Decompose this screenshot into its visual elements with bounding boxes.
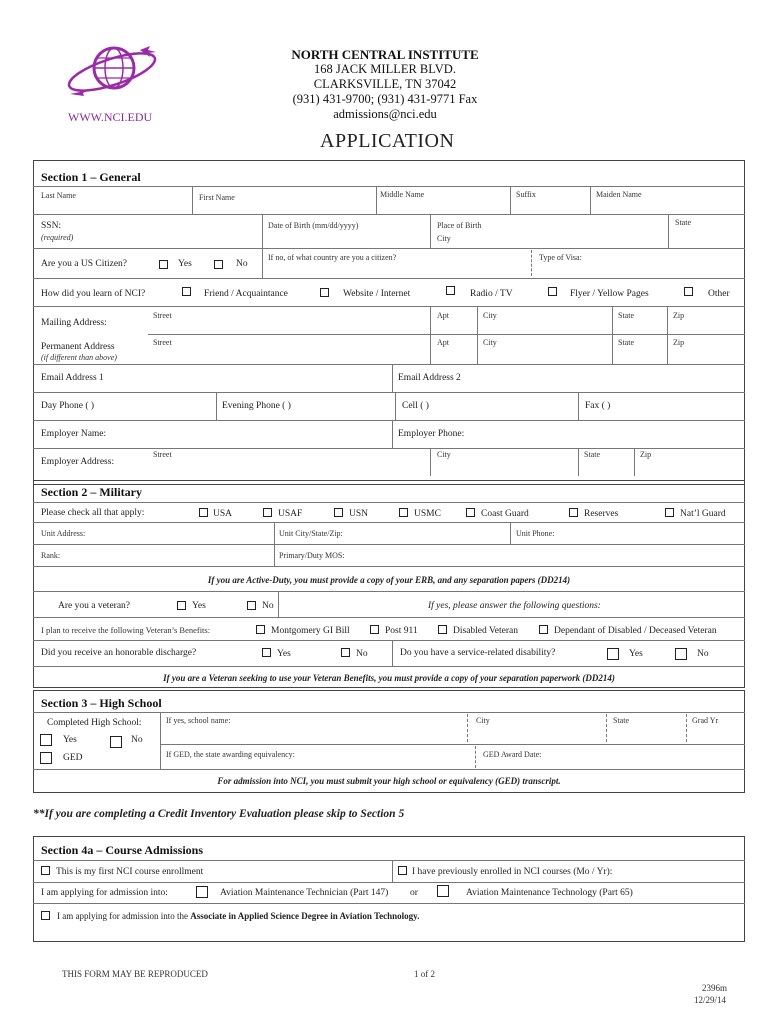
employer-zip-label: Zip (640, 450, 652, 459)
section-4a-title: Section 4a – Course Admissions (41, 843, 204, 857)
discharge-yes-label: Yes (277, 649, 291, 659)
veteran-if-yes-note: If yes, please answer the following questions: (428, 601, 601, 611)
ged-checkbox[interactable] (40, 752, 52, 764)
amt-part65-checkbox[interactable] (437, 885, 449, 897)
school-state-label: State (613, 716, 629, 725)
branch-usa-label: USA (213, 509, 233, 519)
disability-question: Do you have a service-related disability? (400, 648, 556, 658)
visa-type-label: Type of Visa: (539, 253, 582, 262)
disability-no-label: No (697, 649, 709, 659)
ged-state-label: If GED, the state awarding equivalency: (166, 750, 295, 759)
permanent-zip-label: Zip (673, 338, 685, 347)
employer-city-label: City (437, 450, 451, 459)
learn-website-label: Website / Internet (343, 289, 411, 299)
citizen-no-checkbox[interactable] (214, 260, 223, 269)
learn-radio-label: Radio / TV (470, 289, 513, 299)
benefit-post911-checkbox[interactable] (370, 625, 379, 634)
branch-usaf-label: USAF (278, 509, 303, 519)
associate-degree-checkbox[interactable] (41, 911, 50, 920)
completed-hs-label: Completed High School: (47, 718, 142, 728)
permanent-street-label: Street (153, 338, 172, 347)
check-all-label: Please check all that apply: (41, 508, 145, 518)
unit-phone-label: Unit Phone: (516, 529, 555, 538)
institution-name: NORTH CENTRAL INSTITUTE (291, 47, 479, 62)
form-title: APPLICATION (320, 130, 455, 152)
citizen-question: Are you a US Citizen? (41, 259, 128, 269)
first-enrollment-checkbox[interactable] (41, 866, 50, 875)
or-label: or (410, 888, 418, 898)
form-date: 12/29/14 (694, 995, 727, 1005)
header-block (250, 47, 520, 122)
mailing-street-label: Street (153, 311, 172, 320)
learn-flyer-checkbox[interactable] (548, 287, 557, 296)
benefit-disabled-label: Disabled Veteran (453, 626, 518, 636)
branch-natl-guard-label: Nat’l Guard (680, 509, 726, 519)
amt-part147-label: Aviation Maintenance Technician (Part 147) (220, 888, 389, 898)
branch-usmc-label: USMC (414, 509, 441, 519)
benefit-gi-bill-checkbox[interactable] (256, 625, 265, 634)
benefit-gi-bill-label: Montgomery GI Bill (271, 626, 350, 636)
unit-city-label: Unit City/State/Zip: (279, 529, 343, 538)
disability-no-checkbox[interactable] (675, 648, 687, 660)
branch-natl-guard-checkbox[interactable] (665, 508, 674, 517)
skip-note: **If you are completing a Credit Inventory Evaluation please skip to Section 5 (33, 808, 405, 820)
middle-name-label: Middle Name (380, 190, 425, 199)
branch-usn-label: USN (349, 509, 369, 519)
employer-street-label: Street (153, 450, 172, 459)
branch-reserves-checkbox[interactable] (569, 508, 578, 517)
ged-date-label: GED Award Date: (483, 750, 542, 759)
last-name-label: Last Name (41, 191, 76, 200)
learn-question: How did you learn of NCI? (41, 289, 146, 299)
learn-other-label: Other (708, 289, 730, 299)
day-phone-label: Day Phone ( ) (41, 401, 95, 411)
globe-plane-icon (62, 38, 162, 106)
birth-state-label: State (675, 218, 691, 227)
veteran-paperwork-note: If you are a Veteran seeking to use your Veteran Benefits, you must provide a copy of your separation paperwork (DD214) (163, 673, 615, 683)
mailing-city-label: City (483, 311, 497, 320)
benefit-post911-label: Post 911 (385, 626, 418, 636)
veteran-no-checkbox[interactable] (247, 601, 256, 610)
first-enrollment-label: This is my first NCI course enrollment (56, 867, 204, 877)
page-number: 1 of 2 (414, 969, 435, 979)
branch-reserves-label: Reserves (584, 509, 619, 519)
permanent-city-label: City (483, 338, 497, 347)
benefits-label: I plan to receive the following Veteran’s Benefits: (41, 625, 211, 635)
employer-state-label: State (584, 450, 600, 459)
website-link[interactable]: WWW.NCI.EDU (68, 110, 153, 124)
branch-usmc-checkbox[interactable] (399, 508, 408, 517)
school-name-label: If yes, school name: (166, 716, 231, 725)
school-city-label: City (476, 716, 490, 725)
employer-address-label: Employer Address: (41, 457, 115, 467)
veteran-question: Are you a veteran? (58, 601, 131, 611)
form-number: 2396m (702, 983, 728, 993)
ssn-label: SSN: (41, 221, 62, 231)
associate-prefix-text: I am applying for admission into the (57, 911, 188, 921)
active-duty-note: If you are Active-Duty, you must provide a copy of your ERB, and any separation papers (DD214) (207, 575, 571, 585)
section-3-title: Section 3 – High School (41, 696, 162, 710)
mos-label: Primary/Duty MOS: (279, 551, 345, 560)
grad-year-label: Grad Yr (692, 716, 719, 725)
learn-other-checkbox[interactable] (684, 287, 693, 296)
branch-usaf-checkbox[interactable] (263, 508, 272, 517)
veteran-yes-checkbox[interactable] (177, 601, 186, 610)
discharge-question: Did you receive an honorable discharge? (41, 648, 197, 658)
previous-enrollment-label: I have previously enrolled in NCI courses (Mo / Yr): (412, 867, 613, 877)
benefit-disabled-checkbox[interactable] (438, 625, 447, 634)
hs-yes-checkbox[interactable] (40, 734, 52, 746)
previous-enrollment-checkbox[interactable] (398, 866, 407, 875)
dob-label: Date of Birth (mm/dd/yyyy) (268, 221, 359, 230)
learn-friend-label: Friend / Acquaintance (204, 289, 288, 299)
branch-usn-checkbox[interactable] (334, 508, 343, 517)
hs-no-checkbox[interactable] (110, 736, 122, 748)
suffix-label: Suffix (516, 190, 536, 199)
learn-website-checkbox[interactable] (320, 288, 329, 297)
permanent-if-different: (if different than above) (41, 353, 117, 362)
transcript-note: For admission into NCI, you must submit your high school or equivalency (GED) transcript. (217, 776, 561, 786)
citizen-yes-checkbox[interactable] (159, 260, 168, 269)
rank-label: Rank: (41, 551, 61, 560)
associate-degree-name: Associate in Applied Science Degree in Aviation Technology. (190, 911, 420, 921)
employer-name-label: Employer Name: (41, 429, 107, 439)
benefit-dependant-checkbox[interactable] (539, 625, 548, 634)
email-2-label: Email Address 2 (398, 373, 461, 383)
citizen-no-label: No (236, 259, 248, 269)
branch-coast-guard-checkbox[interactable] (466, 508, 475, 517)
unit-address-label: Unit Address: (41, 529, 86, 538)
learn-flyer-label: Flyer / Yellow Pages (570, 289, 649, 299)
first-name-label: First Name (199, 193, 235, 202)
fax-label: Fax ( ) (585, 401, 611, 411)
citizen-country-label: If no, of what country are you a citizen? (268, 253, 397, 262)
email-1-label: Email Address 1 (41, 373, 104, 383)
logo (62, 38, 162, 106)
mailing-zip-label: Zip (673, 311, 685, 320)
applying-into-label: I am applying for admission into: (41, 888, 168, 898)
disability-yes-label: Yes (629, 649, 643, 659)
permanent-address-label: Permanent Address (41, 342, 115, 352)
learn-radio-checkbox[interactable] (446, 286, 455, 295)
permanent-apt-label: Apt (437, 338, 449, 347)
veteran-yes-label: Yes (192, 601, 206, 611)
associate-prefix (57, 911, 419, 921)
hs-yes-label: Yes (63, 735, 77, 745)
discharge-no-checkbox[interactable] (341, 648, 350, 657)
benefit-dependant-label: Dependant of Disabled / Deceased Veteran (554, 626, 717, 636)
cell-phone-label: Cell ( ) (402, 401, 429, 411)
discharge-no-label: No (356, 649, 368, 659)
mailing-apt-label: Apt (437, 311, 449, 320)
section-1-box (33, 160, 745, 485)
citizen-yes-label: Yes (178, 259, 192, 269)
permanent-state-label: State (618, 338, 634, 347)
branch-coast-guard-label: Coast Guard (481, 509, 529, 519)
reproduce-note: THIS FORM MAY BE REPRODUCED (62, 969, 208, 979)
learn-friend-checkbox[interactable] (182, 287, 191, 296)
address-line: 168 JACK MILLER BLVD. (314, 62, 456, 76)
section-2-title: Section 2 – Military (41, 485, 142, 499)
ged-label: GED (63, 753, 83, 763)
phone-line: (931) 431-9700; (931) 431-9771 Fax (292, 92, 478, 106)
evening-phone-label: Evening Phone ( ) (222, 401, 291, 411)
branch-usa-checkbox[interactable] (199, 508, 208, 517)
city-line: CLARKSVILLE, TN 37042 (313, 77, 457, 91)
place-of-birth-label: Place of Birth (437, 221, 482, 230)
discharge-yes-checkbox[interactable] (262, 648, 271, 657)
veteran-no-label: No (262, 601, 274, 611)
hs-no-label: No (131, 735, 143, 745)
employer-phone-label: Employer Phone: (398, 429, 465, 439)
email-line: admissions@nci.edu (333, 107, 437, 121)
birth-city-label: City (437, 234, 451, 243)
ssn-required: (required) (41, 233, 74, 242)
disability-yes-checkbox[interactable] (607, 648, 619, 660)
mailing-address-label: Mailing Address: (41, 318, 107, 328)
amt-part65-label: Aviation Maintenance Technology (Part 65) (466, 888, 633, 898)
amt-part147-checkbox[interactable] (196, 886, 208, 898)
maiden-name-label: Maiden Name (596, 190, 642, 199)
section-1-title: Section 1 – General (41, 170, 141, 184)
mailing-state-label: State (618, 311, 634, 320)
